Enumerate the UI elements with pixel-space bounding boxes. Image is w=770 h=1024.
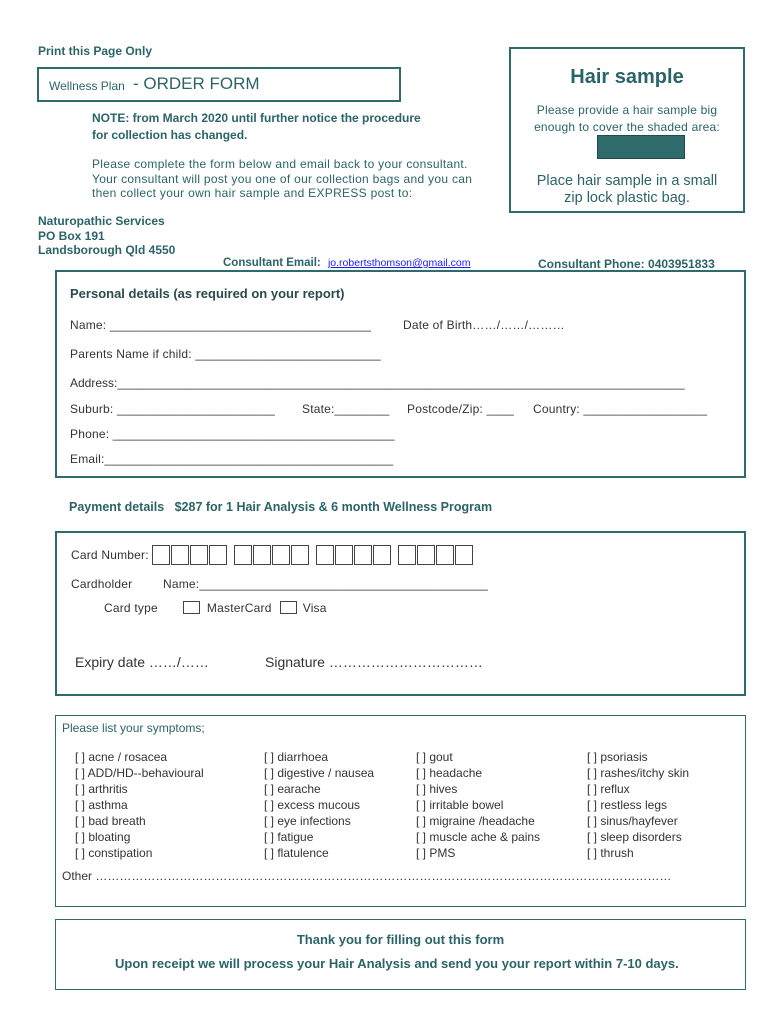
placement-line-1: Place hair sample in a small (536, 173, 718, 189)
symptom-checkbox[interactable]: [ ] fatigue (264, 830, 314, 844)
symptom-checkbox[interactable]: [ ] sinus/hayfever (587, 814, 678, 828)
symptom-checkbox[interactable]: [ ] earache (264, 782, 321, 796)
symptoms-column-4 (587, 749, 689, 861)
consultant-email-label: Consultant Email: (223, 257, 321, 269)
symptom-checkbox[interactable]: [ ] sleep disorders (587, 830, 682, 844)
card-digit-box[interactable] (209, 545, 227, 565)
symptom-checkbox[interactable]: [ ] constipation (75, 846, 153, 860)
card-digit-box[interactable] (398, 545, 416, 565)
card-digit-box[interactable] (234, 545, 252, 565)
thank-you-box (55, 919, 746, 990)
payment-details-title: Payment details $287 for 1 Hair Analysis & 6 month Wellness Program (69, 500, 493, 514)
symptom-checkbox[interactable]: [ ] reflux (587, 782, 630, 796)
thank-you-text: Thank you for filling out this form (296, 932, 505, 947)
address-line-1: Naturopathic Services (38, 214, 165, 228)
postal-address (38, 214, 175, 258)
card-digit-box[interactable] (316, 545, 334, 565)
consultant-email-link[interactable]: jo.robertsthomson@gmail.com (327, 257, 471, 269)
wellness-plan-label: Wellness Plan (49, 79, 125, 93)
card-number-group-4 (398, 545, 474, 565)
card-digit-box[interactable] (253, 545, 271, 565)
symptom-checkbox[interactable]: [ ] arthritis (75, 782, 128, 796)
order-form-label: - ORDER FORM (133, 74, 260, 93)
placement-line-2: zip lock plastic bag. (564, 190, 690, 206)
card-number-row (71, 545, 480, 565)
order-form-title-box (37, 67, 401, 102)
card-number-group-3 (316, 545, 392, 565)
symptom-checkbox[interactable]: [ ] thrush (587, 846, 634, 860)
symptom-checkbox[interactable]: [ ] hives (416, 782, 458, 796)
symptom-checkbox[interactable]: [ ] headache (416, 766, 483, 780)
address-field[interactable]: Address:_____________________________________________________________________________________ (70, 376, 685, 390)
symptom-checkbox[interactable]: [ ] muscle ache & pains (416, 830, 541, 844)
signature-field[interactable]: Signature …………………………… (265, 654, 483, 670)
symptom-checkbox[interactable]: [ ] flatulence (264, 846, 329, 860)
card-digit-box[interactable] (417, 545, 435, 565)
symptom-checkbox[interactable]: [ ] migraine /headache (416, 814, 535, 828)
symptom-checkbox[interactable]: [ ] bloating (75, 830, 131, 844)
card-number-label: Card Number: (71, 548, 149, 562)
card-number-group-1 (152, 545, 228, 565)
card-digit-box[interactable] (291, 545, 309, 565)
dob-field[interactable]: Date of Birth……/……/……… (403, 318, 565, 332)
hair-sample-box (509, 47, 745, 213)
card-digit-box[interactable] (272, 545, 290, 565)
receipt-text: Upon receipt we will process your Hair Analysis and send you your report within 7-10 days. (115, 956, 679, 971)
country-field[interactable]: Country: __________________ (533, 402, 708, 416)
symptom-checkbox[interactable]: [ ] eye infections (264, 814, 351, 828)
cardholder-name-field[interactable]: Name:__________________________________________ (163, 577, 489, 591)
personal-details-title: Personal details (as required on your report) (70, 286, 345, 301)
card-type-row (104, 600, 327, 615)
symptom-checkbox[interactable]: [ ] restless legs (587, 798, 668, 812)
symptoms-column-1 (75, 749, 204, 861)
personal-details-box (55, 270, 746, 478)
card-digit-box[interactable] (373, 545, 391, 565)
consultant-phone: 0403951833 (648, 257, 715, 271)
hair-sample-title: Hair sample (570, 66, 684, 88)
other-symptoms-field[interactable]: Other ……………………………………………………………………………………………………………………………… (62, 869, 672, 883)
parents-name-field[interactable]: Parents Name if child: ___________________________ (70, 347, 381, 361)
collection-note (92, 110, 421, 144)
cardholder-label: Cardholder (71, 577, 133, 591)
hair-sample-placement (511, 173, 743, 207)
symptom-checkbox[interactable]: [ ] irritable bowel (416, 798, 504, 812)
card-number-group-2 (234, 545, 310, 565)
instructions-line-2: Your consultant will post you one of our collection bags and you can (92, 171, 473, 186)
mastercard-checkbox[interactable] (183, 601, 200, 614)
address-line-2: PO Box 191 (38, 228, 105, 243)
card-digit-box[interactable] (436, 545, 454, 565)
payment-box (55, 531, 746, 696)
symptom-checkbox[interactable]: [ ] diarrhoea (264, 750, 329, 764)
expiry-date-field[interactable]: Expiry date ……/…… (75, 654, 209, 670)
mastercard-label: MasterCard (206, 600, 272, 615)
symptom-checkbox[interactable]: [ ] gout (416, 750, 453, 764)
card-digit-box[interactable] (171, 545, 189, 565)
print-note: Print this Page Only (38, 44, 153, 58)
card-digit-box[interactable] (190, 545, 208, 565)
card-type-label: Card type (104, 600, 158, 615)
card-digit-box[interactable] (335, 545, 353, 565)
hair-sample-line-1: Please provide a hair sample big (536, 103, 718, 117)
symptom-checkbox[interactable]: [ ] psoriasis (587, 750, 648, 764)
consultant-email-row (223, 257, 471, 269)
state-field[interactable]: State:________ (302, 402, 390, 416)
visa-checkbox[interactable] (280, 601, 297, 614)
instructions (92, 157, 472, 201)
phone-field[interactable]: Phone: _________________________________________ (70, 427, 395, 441)
symptoms-title: Please list your symptoms; (62, 721, 205, 735)
email-field[interactable]: Email:__________________________________________ (70, 452, 394, 466)
symptom-checkbox[interactable]: [ ] ADD/HD--behavioural (75, 766, 204, 780)
symptom-checkbox[interactable]: [ ] rashes/itchy skin (587, 766, 690, 780)
symptoms-box (55, 715, 746, 907)
symptom-checkbox[interactable]: [ ] asthma (75, 798, 128, 812)
hair-sample-instructions (511, 102, 743, 136)
shaded-area-swatch (597, 135, 685, 159)
card-digit-box[interactable] (152, 545, 170, 565)
symptom-checkbox[interactable]: [ ] excess mucous (264, 798, 361, 812)
postcode-field[interactable]: Postcode/Zip: ____ (407, 402, 515, 416)
name-field[interactable]: Name: ______________________________________ (70, 318, 372, 332)
visa-label: Visa (302, 600, 327, 615)
instructions-line-3: then collect your own hair sample and EXPRESS post to: (92, 186, 413, 200)
note-line-1: NOTE: from March 2020 until further notice the procedure (92, 111, 421, 125)
hair-sample-line-2: enough to cover the shaded area: (534, 120, 720, 134)
symptoms-column-2 (264, 749, 374, 861)
note-line-2: for collection has changed. (92, 128, 248, 142)
card-digit-box[interactable] (455, 545, 473, 565)
symptom-checkbox[interactable]: [ ] digestive / nausea (264, 766, 375, 780)
card-digit-box[interactable] (354, 545, 372, 565)
symptom-checkbox[interactable]: [ ] bad breath (75, 814, 146, 828)
instructions-line-1: Please complete the form below and email back to your consultant. (92, 157, 468, 171)
address-line-3: Landsborough Qld 4550 (38, 243, 176, 257)
symptoms-column-3 (416, 749, 540, 861)
consultant-phone-label: Consultant Phone: (538, 257, 645, 271)
symptom-checkbox[interactable]: [ ] PMS (416, 846, 456, 860)
suburb-field[interactable]: Suburb: _______________________ (70, 402, 276, 416)
consultant-phone-row (538, 257, 715, 271)
symptom-checkbox[interactable]: [ ] acne / rosacea (75, 750, 168, 764)
